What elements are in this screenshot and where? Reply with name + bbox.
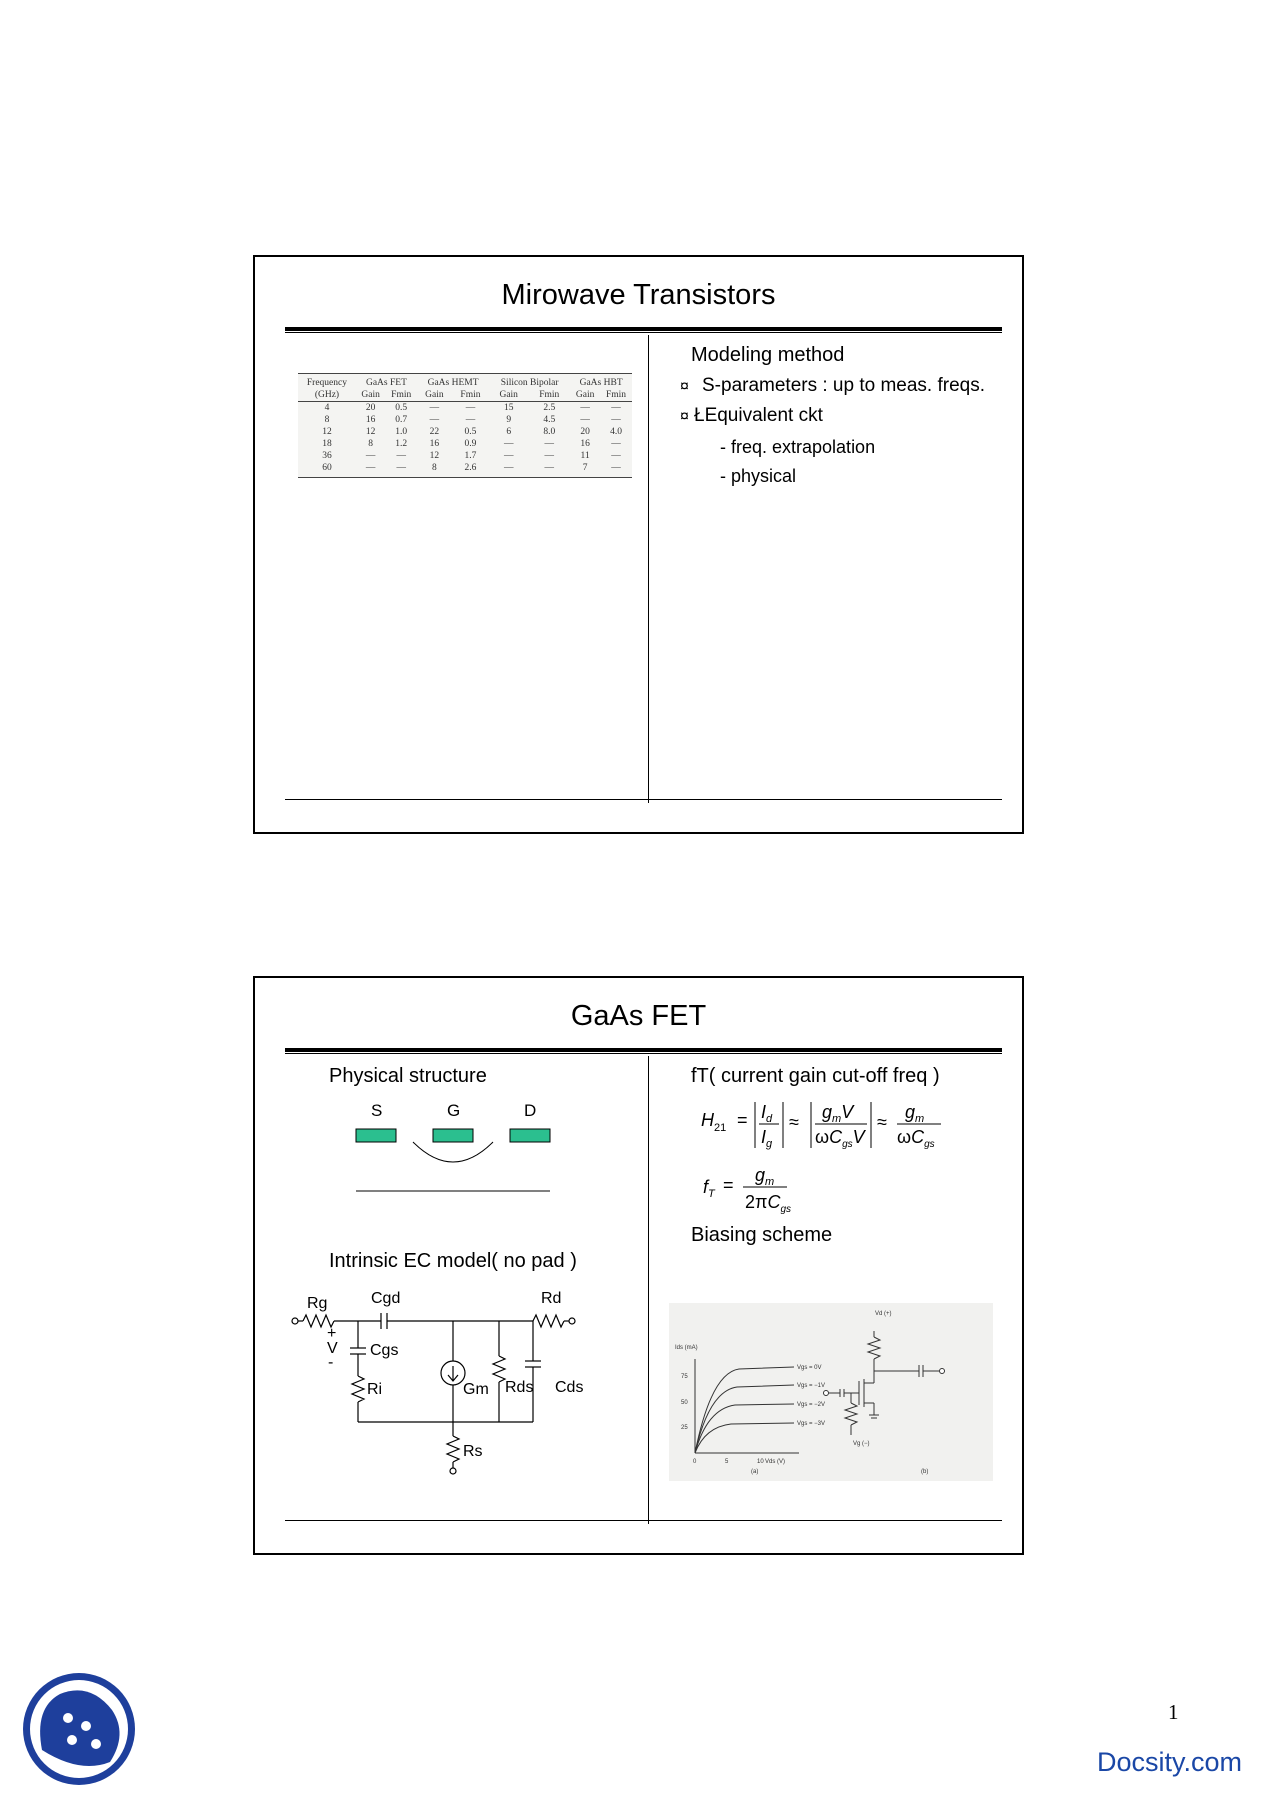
title-rule	[285, 1048, 1002, 1052]
table-cell: 8	[324, 415, 330, 425]
gate-terminal	[292, 1318, 298, 1324]
drain-label: D	[524, 1101, 537, 1120]
table-cell: —	[600, 462, 632, 478]
bullet-symbol: ¤	[680, 378, 689, 395]
table-cell: 15	[503, 403, 514, 413]
slide-title: Mirowave Transistors	[501, 279, 776, 311]
gm-label: Gm	[463, 1381, 489, 1398]
bottom-rule	[285, 1520, 1002, 1521]
table-cell: —	[503, 439, 514, 449]
table-cell: —	[611, 415, 621, 425]
bias-xtick: 10	[757, 1459, 764, 1465]
equals-sign: =	[737, 1110, 748, 1130]
table-cell: 12	[365, 427, 376, 437]
curve-label: Vgs = −2V	[797, 1402, 826, 1408]
subitem-freq-extrapolation: - freq. extrapolation	[720, 437, 876, 457]
gain-formulas	[695, 1096, 995, 1221]
table-row	[298, 414, 632, 426]
v-label: V	[327, 1340, 338, 1357]
bias-ytick: 25	[681, 1425, 688, 1431]
equals-sign-2: =	[723, 1175, 734, 1195]
ft-den: $2\pi C_{gs}$	[745, 1192, 791, 1215]
column-divider	[648, 1056, 649, 1524]
table-cell: 4.5	[543, 415, 556, 425]
table-row	[298, 438, 632, 450]
table-cell: —	[396, 451, 406, 461]
table-cell: 4	[324, 403, 330, 413]
transistor-performance-table	[298, 373, 632, 478]
wcgs-den: $\omega C_{gs}$	[897, 1127, 935, 1150]
table-cell: 60	[298, 462, 356, 478]
minus-label: -	[328, 1354, 334, 1371]
table-cell: —	[611, 439, 621, 449]
table-header-cell: Fmin	[528, 389, 570, 402]
table-cell: 9	[506, 415, 512, 425]
gate-label: G	[447, 1101, 461, 1120]
table-row	[298, 426, 632, 438]
biasing-heading: Biasing scheme	[691, 1224, 833, 1246]
bullet-item-sparams	[680, 375, 985, 397]
table-cell: —	[580, 403, 590, 413]
table-header-row	[298, 374, 632, 390]
curve-label: Vgs = 0V	[797, 1365, 822, 1371]
approx-sign-2: ≈	[877, 1112, 887, 1132]
ri-label: Ri	[367, 1381, 383, 1398]
curve-label: Vgs = −1V	[797, 1383, 826, 1389]
bottom-rule	[285, 799, 1002, 800]
table-header-cell: Gain	[570, 389, 600, 402]
table-cell: 20	[580, 427, 590, 437]
table-cell: 12	[322, 427, 332, 437]
table-subheader-row	[298, 389, 632, 402]
table-cell: 7	[570, 462, 600, 478]
table-body	[298, 402, 632, 478]
bias-ytick: 50	[681, 1400, 688, 1406]
approx-sign: ≈	[789, 1112, 799, 1132]
vd-label: Vd (+)	[875, 1311, 892, 1317]
table-cell: 12	[429, 451, 440, 461]
table-header-cell: Gain	[489, 389, 528, 402]
cgs-label: Cgs	[370, 1342, 399, 1359]
table-header-cell: GaAs HBT	[570, 374, 632, 390]
title-rule	[285, 327, 1002, 331]
wcgsv-term: $\omega C_{gs}V$	[815, 1127, 865, 1150]
gate-pad	[433, 1129, 473, 1142]
id-term: $I_d$	[761, 1102, 773, 1125]
page-number: 1	[1168, 1700, 1179, 1724]
ft-num: $g_m$	[755, 1165, 775, 1188]
source-pad	[356, 1129, 396, 1142]
gmv-term: $g_mV$	[822, 1102, 854, 1125]
table-header-cell: (GHz)	[298, 389, 356, 402]
table-header-cell: Fmin	[600, 389, 632, 402]
table-cell: 1.2	[395, 439, 408, 449]
modeling-method-heading: Modeling method	[691, 344, 845, 366]
slide-microwave-transistors	[253, 255, 1024, 834]
bullet-item-equivalent-ckt	[680, 405, 823, 427]
table-cell: 2.5	[543, 403, 556, 413]
ec-model-heading: Intrinsic EC model( no pad )	[329, 1250, 577, 1272]
bias-ytick: 75	[681, 1374, 688, 1380]
table-header-cell: Gain	[356, 389, 386, 402]
sublabel-b: (b)	[921, 1469, 929, 1475]
table-header-cell: Fmin	[452, 389, 489, 402]
table-cell: —	[385, 462, 417, 478]
table-cell: —	[611, 403, 621, 413]
table-cell: 1.0	[395, 427, 408, 437]
bias-xtick: 0	[693, 1459, 697, 1465]
h21-symbol: $H_{21}$	[701, 1110, 727, 1134]
title-rule-thin	[285, 332, 1002, 333]
ri-resistor	[352, 1376, 364, 1402]
table-cell: 0.5	[464, 427, 477, 437]
drain-terminal	[569, 1318, 575, 1324]
table-header-cell: Frequency	[298, 374, 356, 390]
table-cell: 0.5	[395, 403, 408, 413]
table-cell: —	[429, 403, 440, 413]
drain-pad	[510, 1129, 550, 1142]
rd-label: Rd	[541, 1290, 562, 1307]
table-cell: 0.9	[464, 439, 477, 449]
table-header-cell: Gain	[417, 389, 452, 402]
table-cell: —	[429, 415, 440, 425]
table-cell: 22	[429, 427, 440, 437]
subitem-physical: - physical	[720, 466, 797, 486]
source-label: S	[371, 1101, 383, 1120]
slide-gaas-fet	[253, 976, 1024, 1555]
ig-term: $I_g$	[761, 1127, 773, 1150]
depletion-region	[413, 1142, 493, 1162]
rds-label: Rds	[505, 1379, 534, 1396]
table-cell: 2.6	[452, 462, 489, 478]
slide-title: GaAs FET	[570, 1000, 707, 1032]
table-cell: 8	[417, 462, 452, 478]
rd-resistor	[533, 1315, 564, 1327]
bias-xtick: 5	[725, 1459, 729, 1465]
table-cell: —	[544, 451, 554, 461]
table-header-cell: Silicon Bipolar	[489, 374, 570, 390]
intrinsic-ec-circuit	[283, 1276, 623, 1476]
rs-label: Rs	[463, 1443, 483, 1460]
table-header-cell: Fmin	[385, 389, 417, 402]
bullet-symbol: ¤	[680, 408, 689, 425]
cds-label: Cds	[555, 1379, 584, 1396]
table-row	[298, 462, 632, 478]
table-cell: 1.7	[464, 451, 477, 461]
table-cell: —	[503, 451, 514, 461]
rds-resistor	[493, 1356, 505, 1382]
ft-heading: fT( current gain cut-off freq )	[691, 1065, 940, 1087]
table-cell: —	[611, 451, 621, 461]
table-cell: —	[544, 439, 554, 449]
table-header-cell: GaAs HEMT	[417, 374, 489, 390]
table-cell: —	[580, 415, 590, 425]
table-cell: 18	[322, 439, 332, 449]
table-cell: 8.0	[543, 427, 556, 437]
figure-background	[669, 1303, 993, 1481]
table-cell: —	[356, 462, 386, 478]
table-cell: 36	[322, 451, 332, 461]
vg-label: Vg (−)	[853, 1441, 870, 1447]
title-rule-thin	[285, 1053, 1002, 1054]
biasing-scheme-figure	[669, 1303, 993, 1481]
bullet-text: ŁEquivalent ckt	[694, 405, 823, 426]
physical-structure-heading: Physical structure	[329, 1065, 487, 1087]
rs-resistor	[447, 1436, 459, 1462]
table-row	[298, 402, 632, 415]
rg-label: Rg	[307, 1295, 328, 1312]
ft-symbol: $f_T$	[703, 1177, 715, 1200]
table-cell: 20	[365, 403, 376, 413]
bias-xlabel: Vds (V)	[765, 1459, 786, 1465]
table-cell: —	[465, 415, 476, 425]
table-cell: 0.7	[395, 415, 408, 425]
table-cell: 8	[368, 439, 374, 449]
table-cell: —	[465, 403, 476, 413]
table-cell: —	[365, 451, 376, 461]
table-cell: 11	[580, 451, 590, 461]
source-terminal	[450, 1468, 456, 1474]
docsity-watermark[interactable]: Docsity.com	[1097, 1747, 1243, 1777]
table-cell: 16	[429, 439, 440, 449]
physical-structure-diagram	[355, 1096, 565, 1196]
table-cell: 4.0	[610, 427, 622, 437]
table-cell: 16	[580, 439, 590, 449]
bias-ylabel: Ids (mA)	[675, 1345, 698, 1351]
plus-label: +	[327, 1325, 337, 1342]
cgd-label: Cgd	[371, 1290, 401, 1307]
table-cell: 16	[365, 415, 376, 425]
sublabel-a: (a)	[751, 1469, 759, 1475]
table-header-cell: GaAs FET	[356, 374, 417, 390]
curve-label: Vgs = −3V	[797, 1421, 826, 1427]
bullet-text: S-parameters : up to meas. freqs.	[702, 375, 986, 396]
table-row	[298, 450, 632, 462]
gm-num: $g_m$	[905, 1102, 925, 1125]
table-cell: 6	[506, 427, 512, 437]
column-divider	[648, 335, 649, 803]
docsity-logo	[20, 1670, 138, 1788]
table-cell: —	[528, 462, 570, 478]
table-cell: —	[489, 462, 528, 478]
